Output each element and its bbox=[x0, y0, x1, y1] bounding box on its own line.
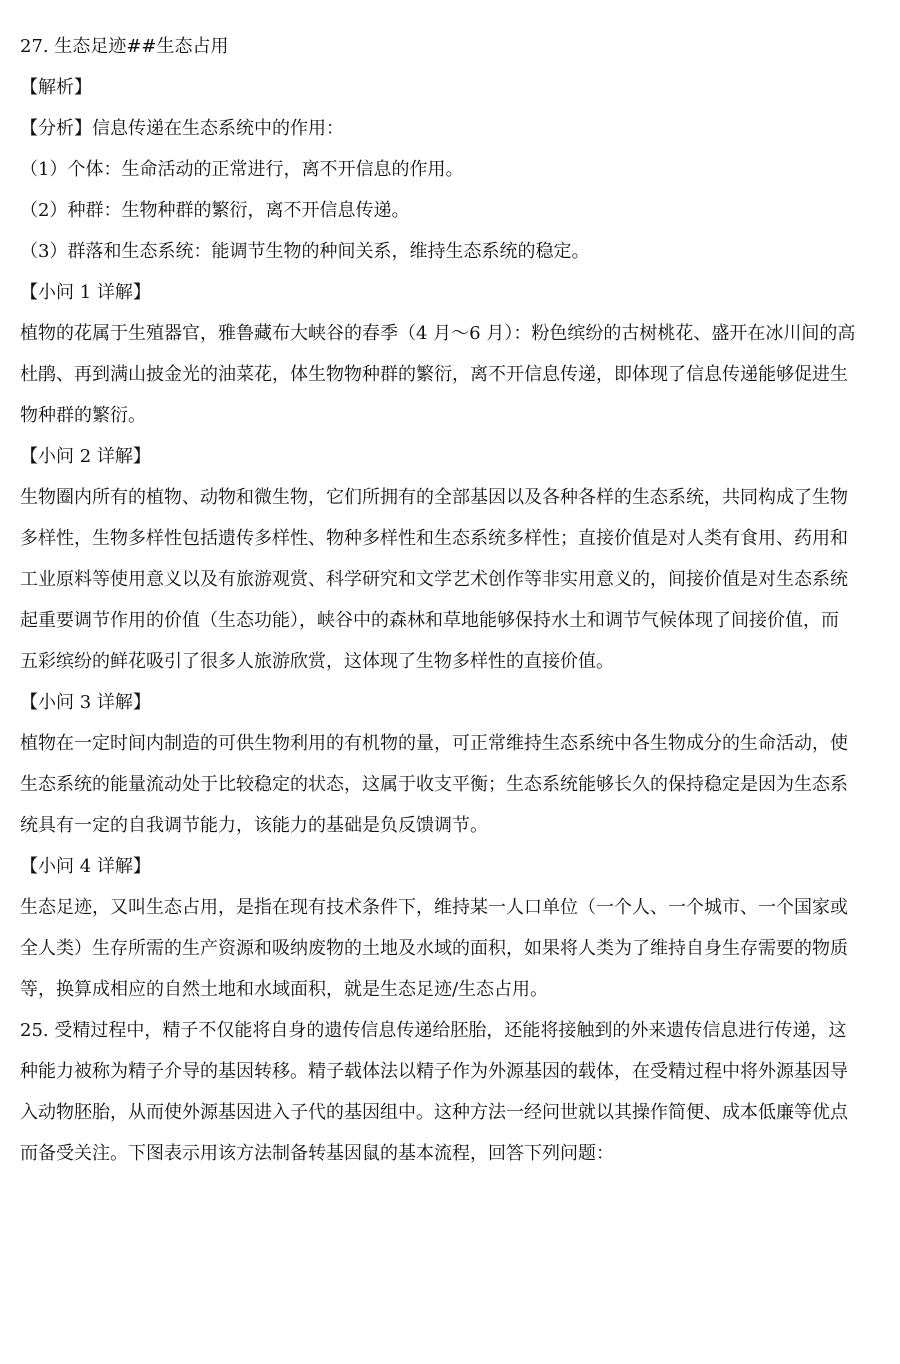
document-page bbox=[20, 26, 892, 1174]
sub-question-1-heading: 【小问 1 详解】 bbox=[20, 282, 151, 303]
fenxi-point-3: （3）群落和生态系统：能调节生物的种间关系，维持生态系统的稳定。 bbox=[20, 241, 590, 262]
paragraph-line: 生态系统的能量流动处于比较稳定的状态，这属于收支平衡；生态系统能够长久的保持稳定是因为生态系 bbox=[20, 774, 848, 795]
sub-question-4-body bbox=[20, 887, 892, 1010]
paragraph-line: 统具有一定的自我调节能力，该能力的基础是负反馈调节。 bbox=[20, 815, 488, 836]
paragraph-line: 全人类）生存所需的生产资源和吸纳废物的土地及水域的面积，如果将人类为了维持自身生存需要的物质 bbox=[20, 938, 848, 959]
paragraph-line: 入动物胚胎，从而使外源基因进入子代的基因组中。这种方法一经问世就以其操作简便、成本低廉等优点 bbox=[20, 1102, 848, 1123]
paragraph-line: 等，换算成相应的自然土地和水域面积，就是生态足迹/生态占用。 bbox=[20, 979, 549, 1000]
paragraph-line: 五彩缤纷的鲜花吸引了很多人旅游欣赏，这体现了生物多样性的直接价值。 bbox=[20, 651, 614, 672]
paragraph-line: 多样性，生物多样性包括遗传多样性、物种多样性和生态系统多样性；直接价值是对人类有食用、药用和 bbox=[20, 528, 848, 549]
fenxi-point-2: （2）种群：生物种群的繁衍，离不开信息传递。 bbox=[20, 200, 410, 221]
paragraph-line: 25. 受精过程中，精子不仅能将自身的遗传信息传递给胚胎，还能将接触到的外来遗传信息进行传递，这 bbox=[20, 1020, 847, 1041]
paragraph-line: 种能力被称为精子介导的基因转移。精子载体法以精子作为外源基因的载体，在受精过程中将外源基因导 bbox=[20, 1061, 848, 1082]
paragraph-line: 植物在一定时间内制造的可供生物利用的有机物的量，可正常维持生态系统中各生物成分的生命活动，使 bbox=[20, 733, 848, 754]
paragraph-line: 生物圈内所有的植物、动物和微生物，它们所拥有的全部基因以及各种各样的生态系统，共同构成了生物 bbox=[20, 487, 848, 508]
paragraph-line: 物种群的繁衍。 bbox=[20, 405, 146, 426]
question-27-answer: 27. 生态足迹##生态占用 bbox=[20, 36, 229, 57]
question-25-stem bbox=[20, 1010, 892, 1174]
fenxi-point-1: （1）个体：生命活动的正常进行，离不开信息的作用。 bbox=[20, 159, 464, 180]
paragraph-line: 植物的花属于生殖器官，雅鲁藏布大峡谷的春季（4 月～6 月）：粉色缤纷的古树桃花、盛开在冰川间的高 bbox=[20, 323, 856, 344]
sub-question-4-heading: 【小问 4 详解】 bbox=[20, 856, 151, 877]
analysis-heading: 【解析】 bbox=[20, 77, 92, 98]
fenxi-line: 【分析】信息传递在生态系统中的作用： bbox=[20, 118, 344, 139]
sub-question-3-heading: 【小问 3 详解】 bbox=[20, 692, 151, 713]
sub-question-1-body bbox=[20, 313, 892, 436]
paragraph-line: 生态足迹，又叫生态占用，是指在现有技术条件下，维持某一人口单位（一个人、一个城市、一个国家或 bbox=[20, 897, 848, 918]
paragraph-line: 工业原料等使用意义以及有旅游观赏、科学研究和文学艺术创作等非实用意义的，间接价值是对生态系统 bbox=[20, 569, 848, 590]
paragraph-line: 杜鹃、再到满山披金光的油菜花，体生物物种群的繁衍，离不开信息传递，即体现了信息传递能够促进生 bbox=[20, 364, 848, 385]
paragraph-line: 起重要调节作用的价值（生态功能），峡谷中的森林和草地能够保持水土和调节气候体现了间接价值，而 bbox=[20, 610, 839, 631]
sub-question-3-body bbox=[20, 723, 892, 846]
paragraph-line: 而备受关注。下图表示用该方法制备转基因鼠的基本流程，回答下列问题： bbox=[20, 1143, 614, 1164]
sub-question-2-body bbox=[20, 477, 892, 682]
sub-question-2-heading: 【小问 2 详解】 bbox=[20, 446, 151, 467]
